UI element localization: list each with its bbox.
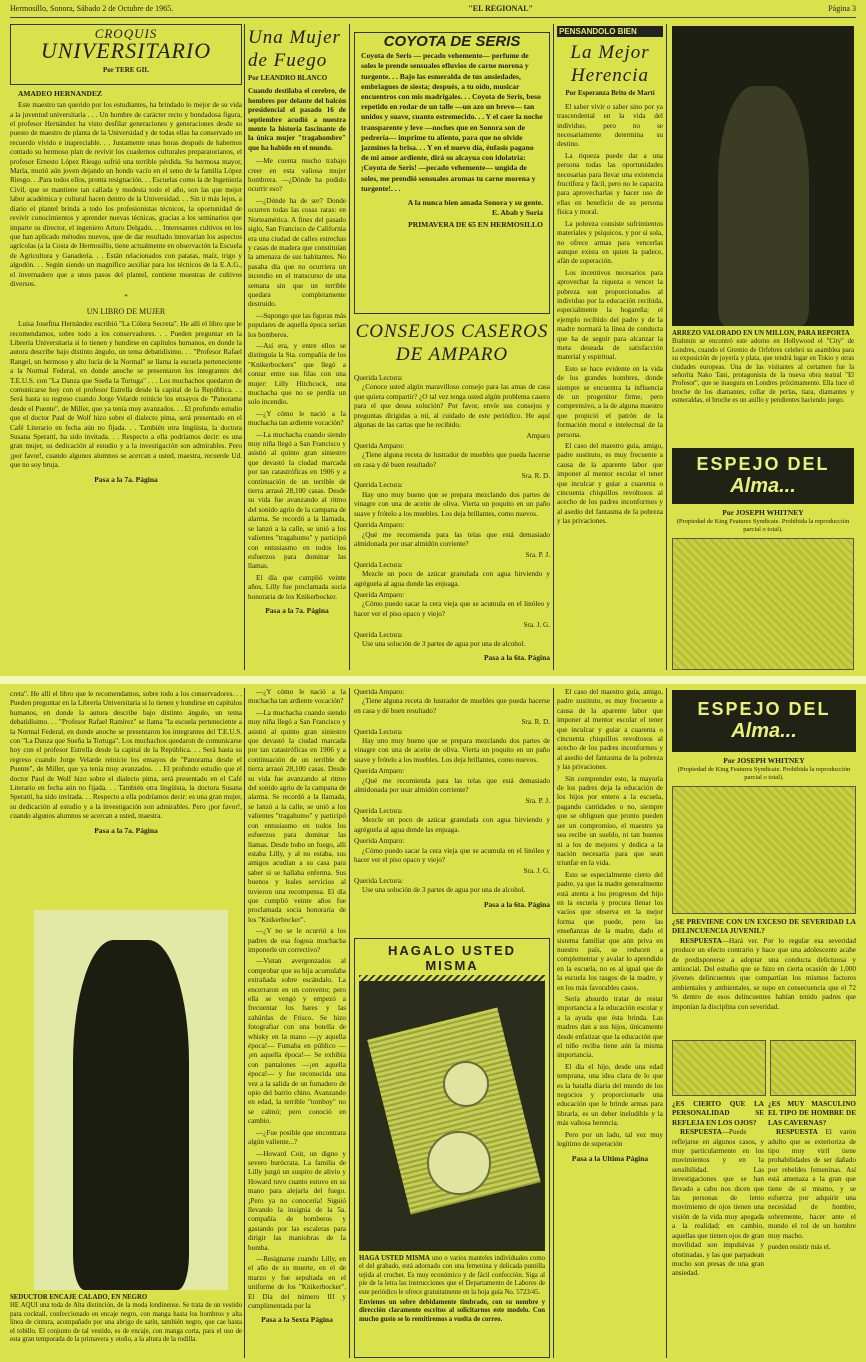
answer-label: RESPUESTA <box>680 1128 722 1137</box>
herencia-continuation-paragraph: Esto se especialmente cierto del padre, ya que la madre generalmente está atenta a los progresos del hijo en la escuela y procura llenar los vacíos que observa en la mejor forma que puede, pero las enseñanzas de la madre, dado el sistema familiar que aún priva en nuestro país, se reducen a complementar y avalar lo aprendido en la escuela, no es al igual que de la escuela los rasgos de la madre, y en los más favorables casos. <box>557 870 663 992</box>
section-divider: * <box>124 293 128 302</box>
mujer-continued-link[interactable]: Pasa a la 7a. Página <box>265 605 329 615</box>
herencia-paragraph: La riqueza puede dar a una persona todas las oportunidades necesarias para llevar una existencia fructífera y fácil, pero no le capacita para aprovecharlas y hacer uso de ellas en beneficio de su persona física y moral. <box>557 151 663 217</box>
letter-text: ¿Cómo puedo sacar la cera vieja que se acumula en el linóleo y hacer ver el piso opaco y viejo? <box>354 846 550 864</box>
espejo-title-line1: ESPEJO DEL <box>697 699 831 719</box>
answer-label: RESPUESTA <box>680 936 722 945</box>
herencia-paragraph: Esto se hace evidente en la vida de los grandes hombres, donde siempre se encuentra la influencia de un progenitor firme, pero comprensivo, a la de alguna maestro que propició el patrón de la formación moral e intelectual de la persona. <box>557 364 663 439</box>
letter-sign: Amparo <box>526 432 550 441</box>
herencia-byline: Por Esperanza Brito de Martí <box>565 89 655 98</box>
consejos-letter <box>354 591 550 631</box>
hagalo-caption-title: HAGA USTED MISMA <box>359 1255 430 1262</box>
consejos-letter <box>354 374 550 442</box>
mujer-byline: Por LEANDRO BLANCO <box>248 74 328 82</box>
herencia-paragraph: La pobreza consiste sufrimientos materiales y psíquicos, y por sí sola, no ofrece armas para vencerlas aunque exista en quien la padece, afán de superación. <box>557 219 663 266</box>
espejo-banner <box>672 448 854 504</box>
mujer-de-fuego-continuation <box>248 688 346 1358</box>
consejos-letter <box>354 521 550 561</box>
letter-text: Use una solución de 3 partes de agua por una de alcohol. <box>362 886 526 895</box>
letter-salutation: Querida Lectora: <box>354 630 403 639</box>
answer-text: El varón adulto que se exterioriza de tipo muy viril tiene probabilidades de ser dañado por rebeldes femeninas. Así está amenaza a la gran que tiene de si mismo, y se esfuerza por adquirir una necesidad de hombre, sobremente, hacer ante el mundo el rol de un hombre muy macho. <box>768 1128 856 1240</box>
croquis-continuation <box>10 690 242 902</box>
herencia-continuation-paragraph: El día el hijo, desde una edad temprana, una idea clara de lo que es la batalla diaria del mundo de los negocios y proporcionarle una educación que le brinde armas para librarla, es un deber ineludible y la más valiosa herencia. <box>557 1062 663 1128</box>
consejos-title: CONSEJOS CASEROS DE AMPARO <box>355 321 549 365</box>
croquis-title-box <box>10 24 242 85</box>
letter-salutation: Querida Lectora: <box>354 374 403 382</box>
model-figure <box>73 940 189 1290</box>
espejo-answer <box>672 1128 764 1279</box>
consejos-letter <box>354 442 550 482</box>
mujer-de-fuego-article <box>248 26 346 670</box>
coyota-closing: A la nunca bien amada Sonora y su gente. <box>407 198 543 208</box>
espejo-byline: Por JOSEPH WHITNEY <box>722 508 804 517</box>
newspaper-page-top <box>0 0 866 676</box>
letter-salutation: Querida Amparo: <box>354 590 405 599</box>
eyes-illustration <box>672 1040 766 1096</box>
espejo-qa-footer: pueden resistir más el. <box>768 1243 831 1252</box>
croquis-subject: AMADEO HERNANDEZ <box>18 88 102 98</box>
letter-text: Hay uno muy bueno que se prepara mezclando dos partes de vinagre con una de aceite de oliva. Vierta un poquito en un paño suave y frótelo a los muebles. Los deja brillantes, como nuevos. <box>354 737 550 764</box>
consejos-letter <box>354 728 550 766</box>
coyota-award: PRIMAVERA DE 65 EN HERMOSILLO <box>408 220 543 230</box>
fashion-model-photo <box>34 910 228 1290</box>
woman-portrait-photo <box>672 26 854 326</box>
fashion-caption-title: SEDUCTOR ENCAJE CALADO, EN NEGRO <box>10 1294 148 1301</box>
herencia-paragraph: El saber vivir o saber sino por ya trascendental en la vida del individuo, pero no se necesariamente determina su destino. <box>557 102 663 149</box>
mujer-title: Una Mujer de Fuego <box>248 27 341 71</box>
plate-icon <box>427 1131 491 1195</box>
letter-salutation: Querida Amparo: <box>354 837 405 846</box>
letter-sign: Sra. J. G. <box>523 867 550 876</box>
letter-sign: Sra. R. D. <box>521 472 550 481</box>
mujer-continuation-paragraph: —¿Fue posible que encontrara algún valiente...? <box>248 1128 346 1147</box>
mujer-paragraph: —Supongo que las figuras más populares de aquella época serían los bomberos. <box>248 311 346 339</box>
fashion-caption-text: HE AQUI una toda de Alta distinción, de la moda londinense. Se trata de un vestido para cocktail, confeccionado en encaje negro, con manga hasta los hombros y alta línea de cintura, acompañado por una abrigo de satín, también negro, que cae hasta el tobillo. El conjunto de tal vestido, es de encaje, con manga corta, para el uso de esta gran temporada de la primavera y otoño, a la altura de la rodilla. <box>10 1302 242 1344</box>
espejo-qa-2 <box>672 1100 764 1358</box>
letter-salutation: Querida Lectora: <box>354 727 403 736</box>
letter-text: Hay uno muy bueno que se prepara mezclando dos partes de vinagre con una de aceite de oliva. Vierta un poquito en un paño suave y frótelo a los muebles. Los deja brillantes, como nuevos. <box>354 490 550 518</box>
mujer-continuation-paragraph: —¿Y cómo le nació a la muchacha tan ardiente vocación? <box>248 688 346 706</box>
espejo-credit: (Propiedad de King Features Syndicate. Prohibida la reproducción parcial o total). <box>677 766 851 781</box>
consejos-letter <box>354 688 550 728</box>
consejos-letter <box>354 877 550 896</box>
coyota-de-seris-poem <box>354 32 550 314</box>
herencia-continuation-paragraph: Sería absurdo tratar de restar importancia a la educación escolar y a la ayuda que ésta brinda. Las madres dan a sus hijos, únicamente desde enfatizar que la educación que el niño reciba tiene aún la misma importancia. <box>557 995 663 1060</box>
croquis-continued-link[interactable]: Pasa a la 7a. Página <box>94 474 158 484</box>
espejo-illustration <box>672 538 854 670</box>
fashion-caption <box>10 1294 242 1358</box>
answer-text: —Hará ver. Por lo regular esa severidad produce un efecto contrario y hace que una adolescente acabe de predisponerse a adoptar una conducta delictuosa y antisocial. Del estudio que se hizo en cierta ocasión de 1,000 jóvenes delincuentes que compartían los mismos factores ambientales y ambientales, se supo en consecuencia que el 72 % dentro de esos delincuentes habían tenido padres que imponían la disciplina con severidad. <box>672 936 856 1011</box>
letter-salutation: Querida Lectora: <box>354 481 403 490</box>
portrait-caption-title: ARREZO VALORADO EN UN MILLON, PARA REPORTA <box>672 330 850 337</box>
herencia-kicker: PENSANDOLO BIEN <box>557 26 663 37</box>
column-rule <box>349 24 350 670</box>
consejos-caseros-article <box>354 320 550 670</box>
consejos-letter <box>354 807 550 835</box>
consejos-continued-link[interactable]: Pasa a la 6ta. Página <box>483 653 550 663</box>
herencia-continuation-link[interactable]: Pasa a la Ultima Página <box>571 1153 649 1163</box>
mujer-paragraph: —Así era, y entre ellos se distinguía la Sta. compañía de los "Knikerbockers" que llegó a contar entre sus filas con una mujer: Lilly Hitchcock, una muchacha que no se perdía un solo incendio. <box>248 341 346 407</box>
consejos-continuation <box>354 688 550 934</box>
espejo-illustration <box>672 786 856 914</box>
mujer-continuation-paragraph: —Resignarse cuando Lilly, en el año de su muerte, en el de marzo y fue sepultada en el uniforme de los "Knikerbocker". El Día del número III y cumplimentada por la <box>248 1254 346 1310</box>
hagalo-caption <box>359 1255 545 1324</box>
croquis-byline: Por TERE GIL <box>102 66 150 75</box>
letter-text: ¿Cómo puedo sacar la cera vieja que se acumula en el linóleo y hacer ver el piso opaco y viejo? <box>354 600 550 618</box>
herencia-continuation-paragraph: Pero por un lado, tal vez muy legítimo de superación <box>557 1130 663 1149</box>
espejo-title-line1: ESPEJO DEL <box>696 454 830 474</box>
herencia-title: La Mejor Herencia <box>570 42 650 87</box>
answer-label: RESPUESTA <box>776 1128 818 1137</box>
croquis-continuation-text: creta". He allí el libro que le recomendamos, sobre todo a los conservadores. . . Pueden preguntar en la Librería Universitaria si lo tienen y hundirse en capítulos humanos, en donde la autora describe bajo distinto ángulo, un tema debatidísimo. . . "Profesor Rafael Ramírez" se llama "la escuela perteneciente a la Normal Federal, en donde anoche se presentaron los integrantes del T.E.U.S. con "La Danza que Sueña la Tortuga". Los muchachos quedaron de comunicarse hoy con el profesor Estrella desde la capital de la República. . . Será hasta su regreso cuando Jorge Velarde reinicie los ensayos de "Panorama desde el Puente", de Miller, que ya tenía muy avanzados. . . El profundo estudio que el doctor Paul de Wolf hizo sobre el dialecto pima, será presentado en el Café Literario en fecha aún no fijada. . . También otra lingüista, la doctora Susana Sperattí, ha sido invitada. . . Respecto a ella podríamos decir: es una gran mujer, su dedicación al estudio y a la investigación son admirables. Pero ¡por favor!, cuando algunos alumnos se acercan a usted, maestra. <box>10 690 242 821</box>
book-body: Luisa Josefina Hernández escribió "La Cólera Secreta". He allí el libro que le recomendamos, sobre todo a los conservadores. . . Pueden preguntar en la Librería Universitaria si lo tienen y hundirse en capítulos humanos, en donde la autora describe bajo distinto ángulo, un tema debatidísimo. . . "Profesor Rafael Rangel, un hermoso y alto lucía de la Normal" se llama la escuela perteneciente a la Normal Federal, en donde anoche se presentaron los integrantes del T.E.U.S. con "La Danza que Sueña la Tortuga" . . . Los muchachos quedaron de comunicarse hoy con el profesor Estrella desde la capital de la República. . . Será hasta su regreso cuando Jorge Velarde reinicie los ensayos de "Panorama desde el Puente", de Miller, que ya tenía muy avanzados. . . El profundo estudio que el doctor Paul de Wolf hizo sobre el dialecto pima, será presentado en el Café Literario en fecha aún no fijada. . . También otra lingüista, la doctora Susana Sperattí, ha sido invitada. . . Respecto a ella podríamos decir: es una gran mujer, su dedicación al estudio y a la investigación son admirables. Pero ¡por favor!, cuando algunos alumnos se acercan a usted, maestra, recuerde Ud. que no soy bruja. <box>10 320 242 470</box>
mujer-continuation-paragraph: —Vistan avergonzados al comprobar que su hija acumulaba extrañada sobre escándalo. La encerraron en un convento; pero ella se vengó y empezó a frecuentar los bares y las zahúrdas de Frisco. Se hizo fotografiar con una botella de whisky en la mano —¡y aquella época!— Fumaba en público —¡en aquella época!— Se exhibía con pantalones —¡en aquella época!— y fue reconocida una vez a la salida de un fumadero de opio del barrio chino. Avanzando en edad, la terrible "tomboy" no se calmó; pero conoció en cambio. <box>248 957 346 1126</box>
coyota-author: E. Abab y Soria <box>491 208 543 218</box>
cup-icon <box>443 1061 489 1107</box>
croquis-continuation-link[interactable]: Pasa a la 7a. Página <box>94 825 158 835</box>
letter-salutation: Querida Lectora: <box>354 806 403 815</box>
answer-text: —Puede reflejarse en algunos casos, y muy particularmente en los movimientos y en la sensibilidad. Las investigaciones que se han llevado a cabo nos dicen que las personas de lento movimiento de ojos tienen una visión de la vida muy apegada a la realidad; en cambio, aquellas que tienen ojos de gran movilidad son impulsivas y obstinadas, y las que parpadean mucho son presas de una gran ansiedad. <box>672 1128 764 1278</box>
consejos-letter <box>354 837 550 877</box>
hagalo-note: Envíenos un sobre debidamente timbrado, con su nombre y dirección claramente escritos al solicitarnos este modelo. Con mucho gusto se lo remitiremos a vuelta de correo. <box>359 1299 545 1323</box>
portrait-caption <box>672 330 854 440</box>
coyota-poem: Coyota de Seris — pecado vehemente— perfume de soles le prende sensuales efluvios de carne morena y turgente. . . Bajo las esmeralda de tus ansiedades, embriagues de siesta; después, a tu oído, musicar encuentros con mis madrigales. . . Coyota de Seris, beso repetido en rodar de un talle —un azo un breve— tan unidos y suave, cuanto estremecido. . . Y el caer la noche transparente y leve —noches que en Sonora son de pedrería— imprime tu aliento, para que no olvide jazmines la brisa. . . Y en el nuevo día, énfasis pagano de mi amor ardiente, dirá su alcayua con idolatría: ¡Coyota de Seris! —pecado vehemente— ungida de soles, me prendió sensuales aromas tu carne morena y turgente!. . . <box>361 51 543 193</box>
letter-salutation: Querida Amparo: <box>354 521 405 530</box>
mujer-paragraph: El día que cumplió veinte años, Lilly fue proclamada socia honoraria de los Knikerbocker. <box>248 573 346 601</box>
column-rule <box>349 688 350 1358</box>
consejos-letter <box>354 767 550 807</box>
portrait-figure <box>718 86 809 326</box>
letter-text: Mezcle un poco de azúcar granulada con agua hirviendo y agréguela al agua donde las enjuaga. <box>354 570 550 588</box>
letter-sign: Sra. J. G. <box>523 621 550 630</box>
mujer-lead: Cuando destilaba el cerebro, de hombres por delante del balcón presidencial el pasado 16 de septiembre acudió a nuestra mente la historia fascinante de la única mujer "tragahombre" que ha habido en el mundo. <box>248 87 346 152</box>
letter-text: ¿Tiene alguna receta de lustrador de muebles que pueda hacerse en casa y dé buen resultado? <box>354 697 550 715</box>
page-separator <box>0 676 866 684</box>
hagalo-box <box>354 938 550 1358</box>
croquis-body: Este maestro tan querido por los estudiantes, ha brindado lo mejor de su vida a la juventud universitaria . . . Un hombre de carácter recto y bondadosa figura, el profesor Hernández ha visto desfilar generaciones y generaciones desde su puesto de maestro de planta de la Universidad y de todas ellas ha conservado un recuerdo vívido e inapreciable. . . Justamente unas horas después de habernos contado su hermoso plan de revivir los cuadernos culturales preparatorianos, el profesor Ernesto López Riesgo sufrió una terrible pérdida. Su hermosa mayor, María, murió aún joven dejando un hondo vacío en el seno de la familia López Riesgo. . .Para todos ellos, pronta resignación. . . Escuelas como la de Ingeniería Civil, que se mantiene tan callada y modesta todo el año, son las que mejor labor académica y cultural hacen dentro de la Universidad. . . Sin ir más lejos, a diario el plantel brinda a todo los profesionistas técnicos, la oportunidad de revivir conocimientos y aprender nuevas técnicas, gracias a los seminarios que imparte su director, el ingeniero Arturo Delgado. . . Interesantes cultivos en los que han aplicado métodos nuevos, que de dar resultado innovarían los aspectos agrícolas (a la Costa de Hermosillo, tiene actualmente en observación la Escuela de Agricultura y Ganadería. . . Están relacionados con patatas, maíz, trigo y algodón. . . Según siendo un magnífico auxiliar para los técnicos de la E.A.G., el invernadero que a unos pasos del plantel, contiene muestras de cultivos diversos. <box>10 101 242 288</box>
herencia-continuation-paragraph: El caso del maestro guía, amigo, padre sustituto, es muy frecuente a causa de la aparente labor que imponer al mentor escolar el tener que inculcar y guiar a cuarenta o cincuenta chiquillos revoltosos al acecho de los padres inconformes y al asedio del fantasma de la pobreza y las privaciones. <box>557 688 663 772</box>
herencia-continuation <box>557 688 663 1358</box>
column-rule <box>553 24 554 670</box>
letter-text: ¿Qué me recomienda para las telas que está demasiado almidonada por usar almidón corriente? <box>354 776 550 795</box>
letter-sign: Sra. P. J. <box>525 551 550 560</box>
letter-text: Mezcle un poco de azúcar granulada con agua hirviendo y agréguela al agua donde las enjuaga. <box>354 816 550 834</box>
header-dateline: Hermosillo, Sonora, Sábado 2 de Octubre de 1965. <box>10 4 174 13</box>
croquis-kicker: CROQUIS <box>94 26 158 41</box>
letter-salutation: Querida Lectora: <box>354 560 403 569</box>
mujer-paragraph: —¿Dónde ha de ser? Donde ocurren todas las cosas raras: en Norteamérica. A fines del pasado siglo, San Francisco de California era una ciudad de calles estrechas y casas de madera que constituían la amenaza de sus habitantes. No pasaba día que no ocurriera un incendio en el transcurso de una semana sin que un terrible quedara completamente destruido. <box>248 196 346 309</box>
espejo-banner <box>672 690 856 752</box>
mujer-paragraph: —¿Y cómo le nació a la muchacha tan ardiente vocación? <box>248 409 346 428</box>
consejos-letter <box>354 631 550 650</box>
hagalo-caption-text: uno o varios manteles individuales como el del grabado, está adornado con una femenina y delicada puntilla tejida al crochet. Es muy económico y de fácil confección. Siga al pie de la letra las instrucciones que el Departamento de Labores de este periódico le ofrece gratuitamente en la hoja guía No. 5723/45. <box>359 1255 546 1296</box>
column-rule <box>244 688 245 1358</box>
letter-salutation: Querida Amparo: <box>354 688 405 696</box>
letter-text: ¿Qué me recomienda para las telas que está demasiado almidonada por usar almidón corriente? <box>354 530 550 548</box>
column-rule <box>666 688 667 1358</box>
croquis-title: UNIVERSITARIO <box>40 38 212 64</box>
mejor-herencia-article <box>557 26 663 670</box>
caveman-illustration <box>770 1040 856 1096</box>
column-rule <box>666 24 667 670</box>
espejo-question: ¿ES CIERTO QUE LA PERSONALIDAD SE REFLEJA EN LOS OJOS? <box>672 1100 764 1127</box>
espejo-qa-3 <box>768 1100 856 1358</box>
letter-text: Use una solución de 3 partes de agua por una de alcohol. <box>362 639 526 648</box>
espejo-answer <box>672 937 856 1012</box>
consejos-letter <box>354 561 550 589</box>
mujer-paragraph: —La muchacha cuando siendo muy niña llegó a San Francisco y asistió al quinto gran siniestro que devastó la ciudad marcada por tan catastróficas en 1906 y a continuación de un terrible de tierra arrasó 28,100 casas. Desde su vida fue avanzando al ritmo del sonido agrio de la campana de alarma. Se recordó a la llamada, se lanzó a la calle, se unió a los valientes "tragahumo" y participó con entusiasmo en todos los esfuerzos para dominar las llamas. <box>248 430 346 571</box>
consejos-letter <box>354 481 550 519</box>
letter-sign: Sra. R. D. <box>521 718 550 727</box>
herencia-paragraph: El caso del maestro guía, amigo, padre sustituto, es muy frecuente a causa de la aparente labor que imponer al mentor escolar el tener que inculcar y guiar a cuarenta o cincuenta chiquillos revoltosos al acecho de los padres inconformes y al asedio del fantasma de la pobreza y las privaciones. <box>557 442 663 526</box>
newspaper-page-bottom <box>0 684 866 1362</box>
page-header <box>10 4 856 18</box>
espejo-title-line2: Alma... <box>731 720 797 742</box>
mujer-continuation-link[interactable]: Pasa a la Sexta Página <box>261 1315 333 1325</box>
espejo-question: ¿ES MUY MASCULINO EL TIPO DE HOMBRE DE LAS CAVERNAS? <box>768 1100 856 1127</box>
placemat-photo <box>359 981 545 1251</box>
espejo-answer <box>768 1128 856 1241</box>
letter-salutation: Querida Amparo: <box>354 441 405 450</box>
letter-salutation: Querida Lectora: <box>354 876 403 885</box>
espejo-byline: Por JOSEPH WHITNEY <box>723 756 805 765</box>
hagalo-title: HAGALO USTED MISMA <box>388 943 516 973</box>
espejo-qa-1 <box>672 918 856 1036</box>
column-rule <box>553 688 554 1358</box>
header-masthead: "EL REGIONAL" <box>468 4 533 13</box>
espejo-question: ¿SE PREVIENE CON UN EXCESO DE SEVERIDAD LA DELINCUENCIA JUVENIL? <box>672 918 856 936</box>
espejo-credit: (Propiedad de King Features Syndicate. Prohibida la reproducción parcial o total). <box>676 518 850 533</box>
letter-sign: Sra. P. J. <box>525 797 550 806</box>
coyota-title: COYOTA DE SERIS <box>383 33 521 50</box>
mujer-continuation-paragraph: —¿Y no se le ocurrió a los padres de esa fogosa muchacha imponerle un correctivo? <box>248 927 346 954</box>
mujer-continuation-paragraph: —La muchacha cuando siendo muy niña llegó a San Francisco y asistió al quinto gran siniestro que devastó la ciudad marcada por tan catastróficas en 1906 y a continuación de un terrible de tierra arrasó 28,100 casas. Desde su vida fue avanzando al ritmo del sonido agrio de la campana de alarma. Se recordó a la llamada, se lanzó a la calle, se unió a los valientes "tragahumo" y participó con entusiasmo en todos los esfuerzos para dominar las llamas. Desde hubo un fuego, allí estaba Lilly, y al no estaba, sus amigos acudían a su casa para saber si se hallaba enferma. Sus buenos y leales servicios al tuvieron una recompensa. El día que cumplió veinte años fue proclamada socia honoraria de los "Knikerbocker". <box>248 708 346 924</box>
mujer-continuation-paragraph: —Howard Coit, un digno y severo burócrata. La familia de Lilly juzgó un suspiro de alivio y Howard tuvo cuanto estuvo en su mano para alejarla del fuego. ¡Pero ya no conocería! Siguió llevando la insignia de la 5a. compañía de bomberos y gastando por las escaleras para dirigir las maniobras de la bomba. <box>248 1149 346 1252</box>
consejos-continuation-link[interactable]: Pasa a la 6ta. Página <box>483 899 550 909</box>
espejo-title-line2: Alma... <box>730 475 796 497</box>
book-heading: UN LIBRO DE MUJER <box>86 306 166 316</box>
portrait-caption-text: Brahmin se encontró este adorno en Hollywood el "City" de Londres, cuando el Gremio de Orfebres celebró su asamblea para su exposición de joyería y plata, que tendrá lugar en Tokio y otras ciudades europeas. Una de las visitantes al certamen fue la señorita Nako Tani, protagonista de la nueva obra teatral "El Profesor", que se inaugura en Londres próximamente. Ella luce el broche de los diamantes, collar de perlas, tiara, diamantes y esmeraldas, el broche es un anillo y pendientes haciendo juego. <box>672 338 854 405</box>
column-rule <box>244 24 245 670</box>
mujer-paragraph: —Me cuenta mucho trabajo creer en esta valiosa mujer hombrera. —¿Dónde ha podido ocurrir eso? <box>248 157 346 194</box>
letter-text: ¿Conoce usted algún maravilloso consejo para las amas de casa que quiera compartir? ¿O tal vez tenga usted algún problema casero para el que desea solución? Por favor, envíe sus consejos y preguntas dirigidas a mí, al cuidado de este periódico. He aquí algunas de las cartas que he recibido. <box>354 383 550 430</box>
herencia-paragraph: Los incentivos necesarios para aprovechar la riqueza o vencer la pobreza son proporcionados al individuo por la educación recibida, especialmente la hogareña; el ejemplo recibido del padre y de la madre normará la línea de conducta que ha de seguir para alcanzar la meta deseada de satisfacción material y espiritual. <box>557 268 663 362</box>
header-page-number: Página 3 <box>828 4 856 13</box>
letter-salutation: Querida Amparo: <box>354 767 405 776</box>
letter-text: ¿Tiene alguna receta de lustrador de muebles que pueda hacerse en casa y dé buen resultado? <box>354 451 550 469</box>
herencia-continuation-paragraph: Sin comprender esto, la mayoría de los padres deja la educación de los hijos por entero a la escuela, pagando cantidades o no, siempre que se obliguen que pronto pueden ser un compromiso, el maestro ya sea recibe un sueldo, ni tan buenos ni a los de mejores y dedica a la nación necesaria para que sean triunfar en la vida. <box>557 774 663 868</box>
croquis-universitario-article <box>10 24 242 670</box>
